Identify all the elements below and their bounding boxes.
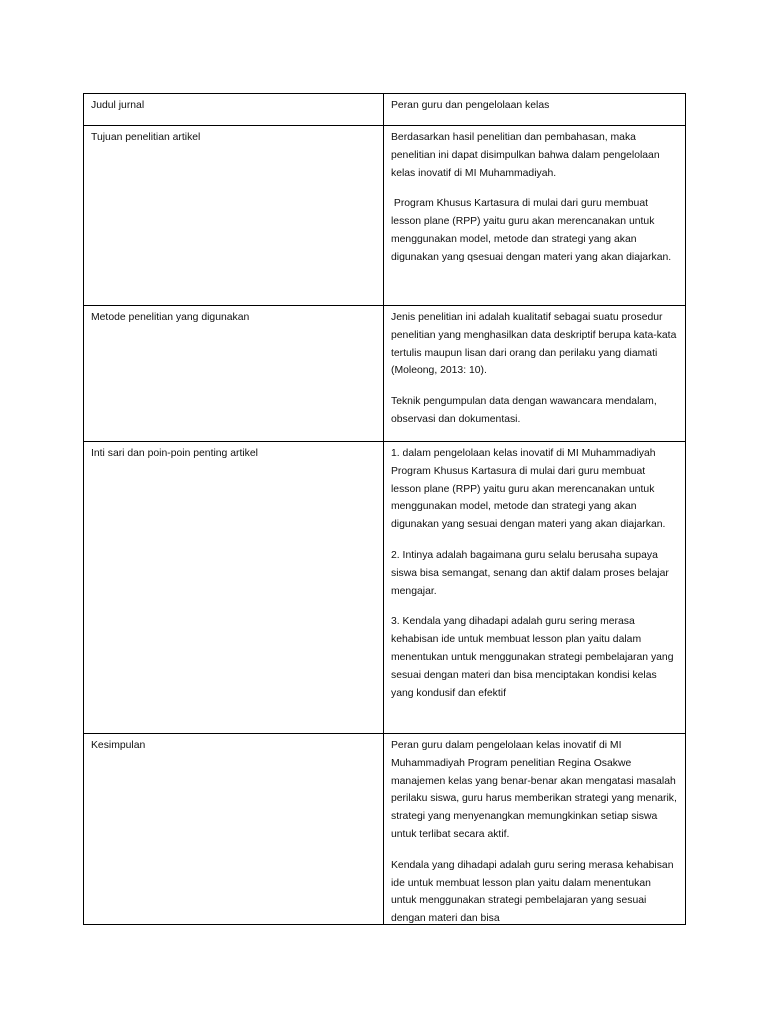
row-paragraph: Peran guru dalam pengelolaan kelas inovatif di MI Muhammadiyah Program penelitian Regina Osakwe manajemen kelas yang benar-benar akan mengatasi masalah perilaku siswa, guru harus memberikan strategi yang menarik, strategi yang menyenangkan memungkinkan setiap siswa untuk terlibat secara aktif. bbox=[391, 740, 677, 840]
row-paragraph: Jenis penelitian ini adalah kualitatif sebagai suatu prosedur penelitian yang menghasilkan data deskriptif berupa kata-kata tertulis maupun lisan dari orang dan perilaku yang diamati (Moleong, 2013: 10). bbox=[391, 312, 677, 377]
table-row-judul-jurnal bbox=[84, 94, 686, 126]
row-paragraph: Teknik pengumpulan data dengan wawancara mendalam, observasi dan dokumentasi. bbox=[391, 396, 657, 425]
row-label-cell bbox=[84, 126, 384, 306]
row-value-cell bbox=[384, 94, 686, 126]
row-value-cell bbox=[384, 734, 686, 925]
row-label: Kesimpulan bbox=[91, 740, 146, 751]
row-paragraph: 3. Kendala yang dihadapi adalah guru sering merasa kehabisan ide untuk membuat lesson plan yaitu dalam menentukan untuk menggunakan strategi pembelajaran yang sesuai dengan materi dan bisa menciptakan kondisi kelas yang kondusif dan efektif bbox=[391, 616, 674, 699]
row-paragraph: 2. Intinya adalah bagaimana guru selalu berusaha supaya siswa bisa semangat, senang dan aktif dalam proses belajar mengajar. bbox=[391, 549, 669, 597]
row-label-cell bbox=[84, 306, 384, 442]
row-paragraph: Peran guru dan pengelolaan kelas bbox=[391, 100, 550, 111]
row-value-cell bbox=[384, 126, 686, 306]
row-paragraph: Berdasarkan hasil penelitian dan pembahasan, maka penelitian ini dapat disimpulkan bahwa dalam pengelolaan kelas inovatif di MI Muhammadiyah. bbox=[391, 132, 660, 179]
table-row-tujuan-penelitian bbox=[84, 126, 686, 306]
table-row-metode-penelitian bbox=[84, 306, 686, 442]
table-row-kesimpulan bbox=[84, 734, 686, 925]
row-paragraph: 1. dalam pengelolaan kelas inovatif di MI Muhammadiyah Program Khusus Kartasura di mulai dari guru membuat lesson plane (RPP) yaitu guru akan merencanakan untuk menggunakan model, metode dan strategi yang akan digunakan yang sesuai dengan materi yang akan diajarkan. bbox=[391, 448, 666, 531]
row-value-cell bbox=[384, 306, 686, 442]
table-row-inti-sari bbox=[84, 442, 686, 734]
row-label: Tujuan penelitian artikel bbox=[91, 132, 201, 143]
row-label: Metode penelitian yang digunakan bbox=[91, 312, 250, 323]
row-label: Inti sari dan poin-poin penting artikel bbox=[91, 448, 258, 459]
row-label-cell bbox=[84, 94, 384, 126]
row-label: Judul jurnal bbox=[91, 100, 145, 111]
row-label-cell bbox=[84, 442, 384, 734]
row-paragraph: Kendala yang dihadapi adalah guru sering merasa kehabisan ide untuk membuat lesson plan yaitu dalam menentukan untuk menggunakan strategi pembelajaran yang sesuai dengan materi dan bisa bbox=[391, 859, 674, 925]
row-paragraph: Program Khusus Kartasura di mulai dari guru membuat lesson plane (RPP) yaitu guru akan merencanakan untuk menggunakan model, metode dan strategi yang akan digunakan yang qsesuai dengan materi yang akan diajarkan. bbox=[391, 198, 672, 263]
row-value-clip bbox=[391, 737, 678, 925]
journal-review-table bbox=[83, 93, 686, 925]
row-value-cell bbox=[384, 442, 686, 734]
row-label-cell bbox=[84, 734, 384, 925]
